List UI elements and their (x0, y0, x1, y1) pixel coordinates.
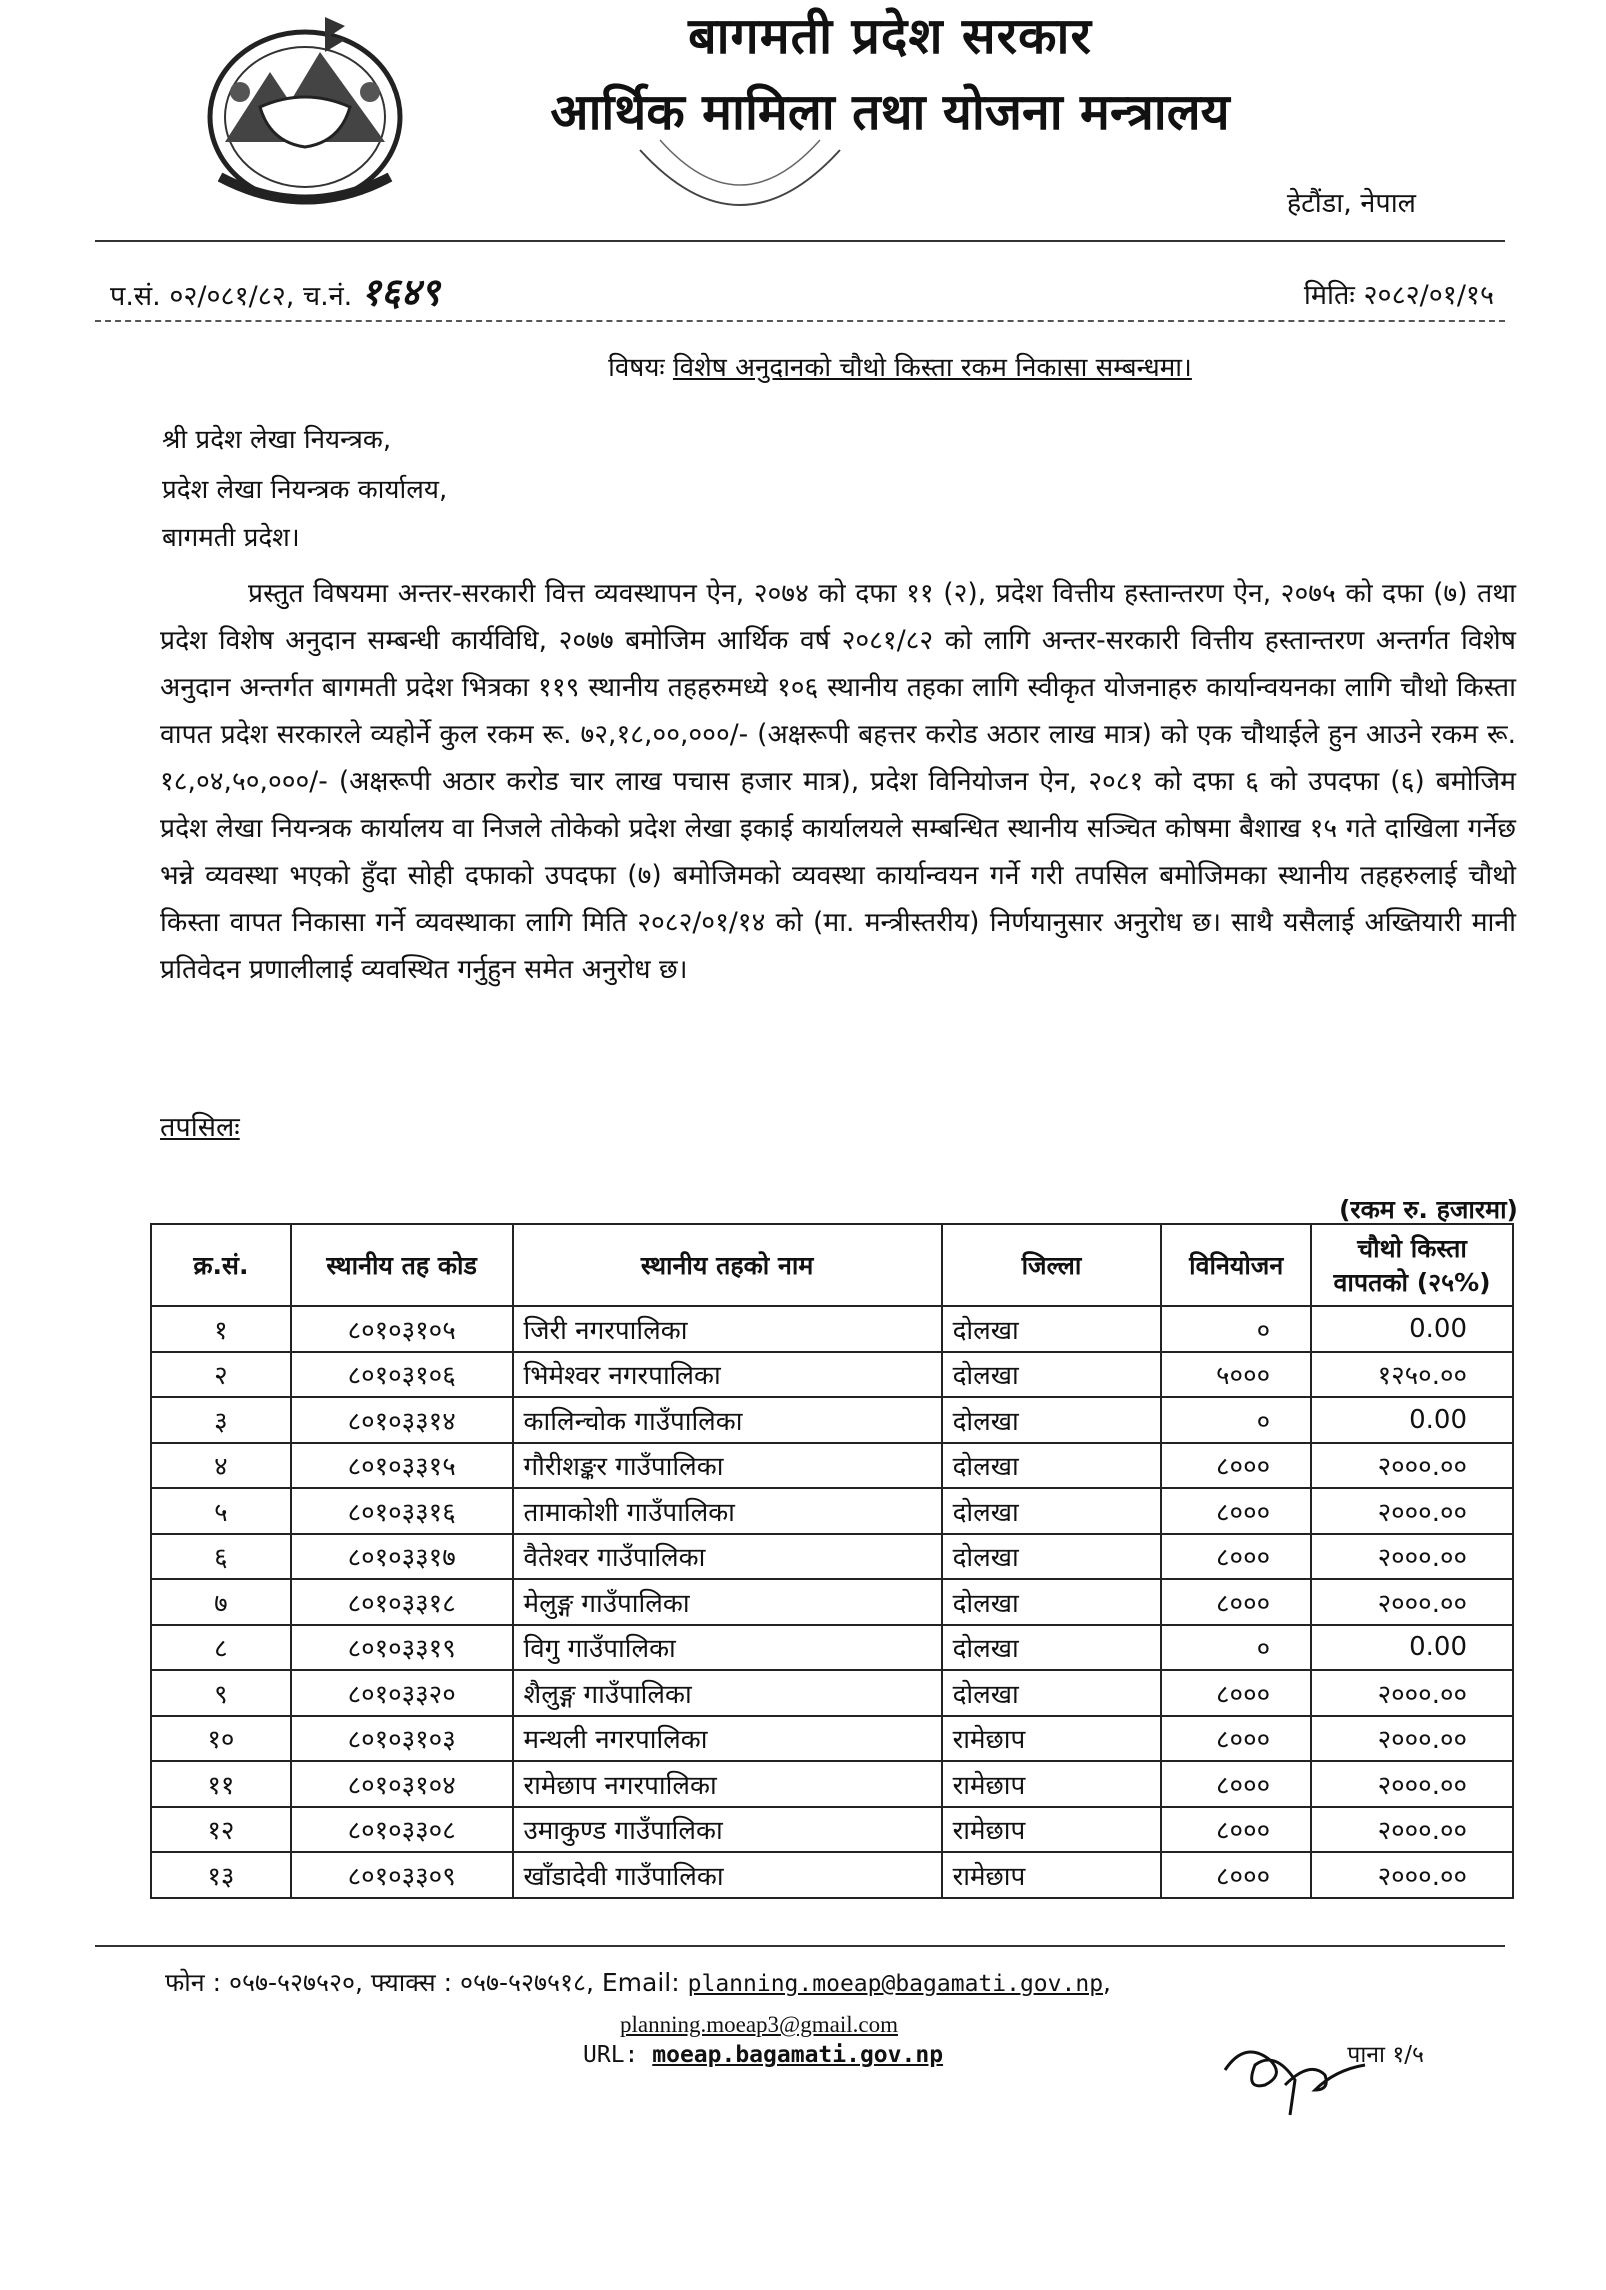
table-cell: खाँडादेवी गाउँपालिका (513, 1852, 942, 1898)
amount-unit: (रकम रु. हजारमा) (1338, 1195, 1518, 1224)
table-cell: गौरीशङ्कर गाउँपालिका (513, 1443, 942, 1489)
reference-number (110, 265, 440, 317)
table-cell: ८०१०३१०५ (291, 1306, 513, 1352)
table-row (151, 1352, 1513, 1398)
table-cell: दोलखा (942, 1670, 1162, 1716)
table-cell: ९ (151, 1670, 291, 1716)
table-cell: दोलखा (942, 1488, 1162, 1534)
table-cell: ८ (151, 1625, 291, 1671)
table-row (151, 1716, 1513, 1762)
table-cell: दोलखा (942, 1397, 1162, 1443)
table-cell: ८०१०३३२० (291, 1670, 513, 1716)
table-cell: २ (151, 1352, 291, 1398)
website-link[interactable]: moeap.bagamati.gov.np (652, 2042, 944, 2068)
table-cell: ८००० (1161, 1761, 1311, 1807)
table-cell: रामेछाप (942, 1807, 1162, 1853)
table-cell: 0.00 (1311, 1625, 1513, 1671)
table-cell: २०००.०० (1311, 1716, 1513, 1762)
nepal-emblem-icon (180, 12, 430, 212)
subject-label: विषयः (608, 353, 665, 383)
table-cell: ८००० (1161, 1716, 1311, 1762)
table-cell: २०००.०० (1311, 1443, 1513, 1489)
table-row (151, 1807, 1513, 1853)
table-row (151, 1852, 1513, 1898)
url-label: URL: (583, 2042, 639, 2068)
table-cell: ८००० (1161, 1852, 1311, 1898)
table-row (151, 1534, 1513, 1580)
table-cell: ८००० (1161, 1443, 1311, 1489)
email-separator: , (1103, 1968, 1111, 1997)
website-line (583, 2042, 943, 2068)
table-cell: ८०१०३३१५ (291, 1443, 513, 1489)
table-cell: २०००.०० (1311, 1488, 1513, 1534)
date-label: मितिः (1303, 280, 1355, 311)
table-cell: ८०१०३१०६ (291, 1352, 513, 1398)
recipient-line-3: बागमती प्रदेश। (162, 523, 300, 553)
table-cell: दोलखा (942, 1306, 1162, 1352)
office-stamp-icon (620, 110, 860, 270)
phone-fax: फोन : ०५७-५२७५२०, फ्याक्स : ०५७-५२७५१८, Email: (165, 1968, 680, 1997)
table-cell: दोलखा (942, 1534, 1162, 1580)
footer-divider (95, 1945, 1505, 1947)
table-cell: ८०१०३३१७ (291, 1534, 513, 1580)
table-cell: ८०१०३३१८ (291, 1579, 513, 1625)
table-cell: दोलखा (942, 1579, 1162, 1625)
recipient-line-2: प्रदेश लेखा नियन्त्रक कार्यालय, (162, 475, 448, 505)
table-cell: तामाकोशी गाउँपालिका (513, 1488, 942, 1534)
table-cell: मन्थली नगरपालिका (513, 1716, 942, 1762)
table-cell: ५००० (1161, 1352, 1311, 1398)
table-cell: ० (1161, 1397, 1311, 1443)
table-cell: ४ (151, 1443, 291, 1489)
table-cell: 0.00 (1311, 1397, 1513, 1443)
table-cell: ८००० (1161, 1579, 1311, 1625)
table-cell: १० (151, 1716, 291, 1762)
table-cell: दोलखा (942, 1352, 1162, 1398)
table-cell: ७ (151, 1579, 291, 1625)
table-cell: ८०१०३१०३ (291, 1716, 513, 1762)
dispatch-number: १६४९ (360, 269, 440, 314)
table-cell: रामेछाप (942, 1761, 1162, 1807)
page-number: पाना १/५ (1347, 2042, 1424, 2068)
contact-line (165, 1965, 1111, 1999)
table-cell: ८००० (1161, 1807, 1311, 1853)
table-cell: ८०१०३३१६ (291, 1488, 513, 1534)
table-cell: रामेछाप (942, 1716, 1162, 1762)
table-cell: रामेछाप (942, 1852, 1162, 1898)
email-link-2[interactable]: planning.moeap3@gmail.com (620, 2012, 898, 2037)
table-cell: शैलुङ्ग गाउँपालिका (513, 1670, 942, 1716)
office-location: हेटौंडा, नेपाल (1286, 188, 1416, 219)
table-cell: ० (1161, 1625, 1311, 1671)
column-header: स्थानीय तह कोड (291, 1224, 513, 1306)
table-cell: ८००० (1161, 1670, 1311, 1716)
table-row (151, 1625, 1513, 1671)
table-row (151, 1579, 1513, 1625)
table-cell: १२५०.०० (1311, 1352, 1513, 1398)
table-cell: १२ (151, 1807, 291, 1853)
email-link-1[interactable]: planning.moeap@bagamati.gov.np (687, 1971, 1104, 1997)
subject-line (400, 348, 1400, 384)
table-cell: ५ (151, 1488, 291, 1534)
table-cell: ० (1161, 1306, 1311, 1352)
recipient-line-1: श्री प्रदेश लेखा नियन्त्रक, (162, 425, 392, 455)
ministry-name: आर्थिक मामिला तथा योजना मन्त्रालय (550, 83, 1230, 141)
letter-date (1304, 275, 1494, 312)
details-heading: तपसिलः (160, 1112, 240, 1143)
allocation-table (150, 1223, 1514, 1899)
table-cell: २०००.०० (1311, 1852, 1513, 1898)
header-divider (95, 240, 1505, 242)
table-cell: २०००.०० (1311, 1807, 1513, 1853)
table-cell: २०००.०० (1311, 1761, 1513, 1807)
table-cell: २०००.०० (1311, 1579, 1513, 1625)
table-cell: 0.00 (1311, 1306, 1513, 1352)
date-value: २०८२/०१/१५ (1363, 280, 1494, 311)
table-cell: ८००० (1161, 1534, 1311, 1580)
table-row (151, 1443, 1513, 1489)
reference-divider (95, 320, 1505, 322)
table-cell: जिरी नगरपालिका (513, 1306, 942, 1352)
table-cell: ८००० (1161, 1488, 1311, 1534)
table-cell: ८०१०३३१४ (291, 1397, 513, 1443)
table-row (151, 1306, 1513, 1352)
table-cell: भिमेश्वर नगरपालिका (513, 1352, 942, 1398)
government-name: बागमती प्रदेश सरकार (688, 7, 1092, 65)
table-cell: १३ (151, 1852, 291, 1898)
table-cell: ८०१०३१०४ (291, 1761, 513, 1807)
table-cell: ३ (151, 1397, 291, 1443)
letter-number: प.सं. ०२/०८१/८२, च.नं. (110, 281, 353, 312)
table-cell: ६ (151, 1534, 291, 1580)
table-header-row (151, 1224, 1513, 1306)
table-row (151, 1397, 1513, 1443)
column-header: विनियोजन (1161, 1224, 1311, 1306)
table-cell: वैतेश्वर गाउँपालिका (513, 1534, 942, 1580)
table-row (151, 1488, 1513, 1534)
column-header: जिल्ला (942, 1224, 1162, 1306)
table-cell: विगु गाउँपालिका (513, 1625, 942, 1671)
subject-text: विशेष अनुदानको चौथो किस्ता रकम निकासा सम्बन्धमा। (672, 353, 1192, 383)
table-cell: २०००.०० (1311, 1534, 1513, 1580)
table-cell: ८०१०३३१९ (291, 1625, 513, 1671)
column-header: स्थानीय तहको नाम (513, 1224, 942, 1306)
table-row (151, 1761, 1513, 1807)
table-cell: दोलखा (942, 1443, 1162, 1489)
table-cell: ११ (151, 1761, 291, 1807)
table-cell: मेलुङ्ग गाउँपालिका (513, 1579, 942, 1625)
table-cell: ८०१०३३०८ (291, 1807, 513, 1853)
table-row (151, 1670, 1513, 1716)
table-cell: दोलखा (942, 1625, 1162, 1671)
column-header: क्र.सं. (151, 1224, 291, 1306)
table-cell: कालिन्चोक गाउँपालिका (513, 1397, 942, 1443)
column-header: चौथो किस्ता वापतको (२५%) (1311, 1224, 1513, 1306)
table-cell: उमाकुण्ड गाउँपालिका (513, 1807, 942, 1853)
table-cell: ८०१०३३०९ (291, 1852, 513, 1898)
table-cell: २०००.०० (1311, 1670, 1513, 1716)
table-cell: १ (151, 1306, 291, 1352)
letter-body: प्रस्तुत विषयमा अन्तर-सरकारी वित्त व्यवस्थापन ऐन, २०७४ को दफा ११ (२), प्रदेश वित्तीय हस्तान्तरण ऐन, २०७५ को दफा (७) तथा प्रदेश विशेष अनुदान सम्बन्धी कार्यविधि, २०७७ बमोजिम आर्थिक वर्ष २०८१/८२ को लागि अन्तर-सरकारी वित्तीय हस्तान्तरण अन्तर्गत विशेष अनुदान अन्तर्गत बागमती प्रदेश भित्रका ११९ स्थानीय तहहरुमध्ये १०६ स्थानीय तहका लागि स्वीकृत योजनाहरु कार्यान्वयनका लागि चौथो किस्ता वापत प्रदेश सरकारले व्यहोर्ने कुल रकम रू. ७२,१८,००,०००/- (अक्षरूपी बहत्तर करोड अठार लाख मात्र) को एक चौथाईले हुन आउने रकम रू. १८,०४,५०,०००/- (अक्षरूपी अठार करोड चार लाख पचास हजार मात्र), प्रदेश विनियोजन ऐन, २०८१ को दफा ६ को उपदफा (६) बमोजिम प्रदेश लेखा नियन्त्रक कार्यालय वा निजले तोकेको प्रदेश लेखा इकाई कार्यालयले सम्बन्धित स्थानीय सञ्चित कोषमा बैशाख १५ गते दाखिला गर्नेछ भन्ने व्यवस्था भएको हुँदा सोही दफाको उपदफा (७) बमोजिमको व्यवस्था कार्यान्वयन गर्ने गरी तपसिल बमोजिमका स्थानीय तहहरुलाई चौथो किस्ता वापत निकासा गर्ने व्यवस्थाका लागि मिति २०८२/०१/१४ को (मा. मन्त्रीस्तरीय) निर्णयानुसार अनुरोध छ। साथै यसैलाई अख्तियारी मानी प्रतिवेदन प्रणालीलाई व्यवस्थित गर्नुहुन समेत अनुरोध छ। (160, 578, 1516, 985)
table-cell: रामेछाप नगरपालिका (513, 1761, 942, 1807)
